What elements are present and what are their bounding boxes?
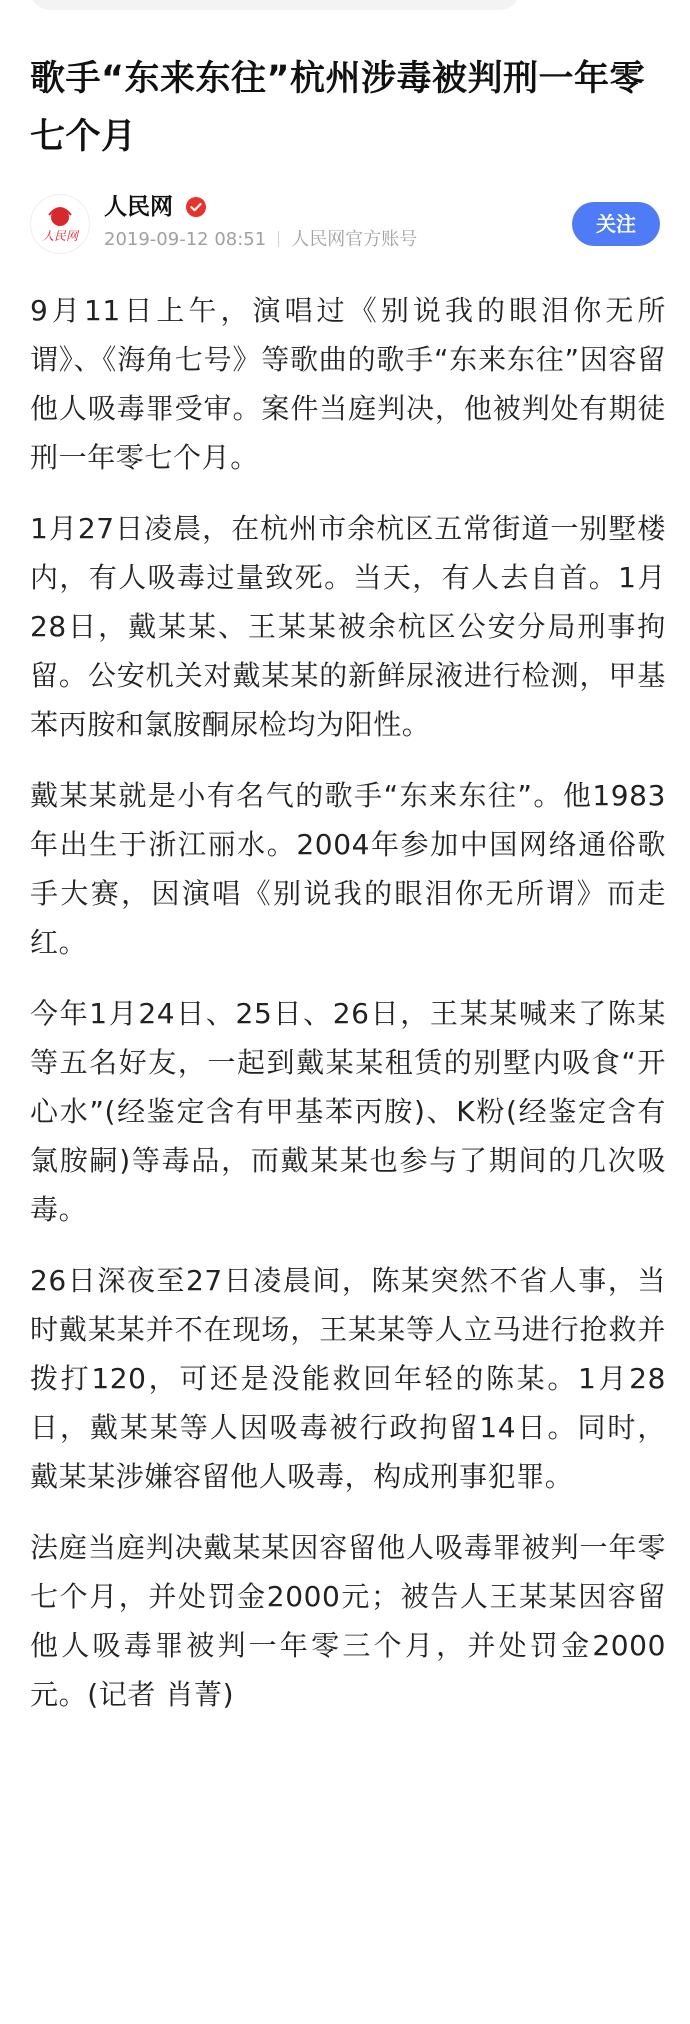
- author-avatar[interactable]: [30, 194, 90, 254]
- top-search-bar-edge[interactable]: [30, 0, 520, 10]
- paragraph-2: 1月27日凌晨，在杭州市余杭区五常街道一别墅楼内，有人吸毒过量致死。当天，有人去自首。1月28日，戴某某、王某某被余杭区公安分局刑事拘留。公安机关对戴某某的新鲜尿液进行检测，甲基苯丙胺和氯胺酮尿检均为阳性。: [30, 512, 666, 741]
- paragraph-4: 今年1月24日、25日、26日，王某某喊来了陈某等五名好友，一起到戴某某租赁的别墅内吸食“开心水”(经鉴定含有甲基苯丙胺)、K粉(经鉴定含有氯胺嗣)等毒品，而戴某某也参与了期间的几次吸毒。: [30, 997, 666, 1226]
- publish-date: 2019-09-12 08:51: [104, 229, 267, 250]
- follow-button[interactable]: 关注: [572, 202, 660, 246]
- meta-divider: [278, 231, 279, 247]
- article-body: [30, 286, 666, 1741]
- paragraph-1: 9月11日上午，演唱过《别说我的眼泪你无所谓》、《海角七号》等歌曲的歌手“东来东往”因容留他人吸毒罪受审。案件当庭判决，他被判处有期徒刑一年零七个月。: [30, 294, 666, 474]
- account-type: 人民网官方账号: [291, 229, 418, 250]
- logo-text: 人民网: [41, 229, 79, 243]
- author-row: [30, 188, 660, 268]
- paragraph-6: 法庭当庭判决戴某某因容留他人吸毒罪被判一年零七个月，并处罚金2000元；被告人王某某因容留他人吸毒罪被判一年零三个月，并处罚金2000元。(记者 肖菁): [30, 1531, 666, 1711]
- article-title: 歌手“东来东往”杭州涉毒被判刑一年零七个月: [30, 59, 646, 157]
- paragraph-3: 戴某某就是小有名气的歌手“东来东往”。他1983年出生于浙江丽水。2004年参加中国网络通俗歌手大赛，因演唱《别说我的眼泪你无所谓》而走红。: [30, 779, 666, 959]
- article-meta: [104, 228, 417, 252]
- paragraph-5: 26日深夜至27日凌晨间，陈某突然不省人事，当时戴某某并不在现场，王某某等人立马进行抢救并拨打120，可还是没能救回年轻的陈某。1月28日，戴某某等人因吸毒被行政拘留14日。同时，戴某某涉嫌容留他人吸毒，构成刑事犯罪。: [30, 1264, 666, 1493]
- author-name[interactable]: 人民网: [104, 194, 173, 220]
- verified-badge-icon: [186, 197, 206, 217]
- people-daily-logo-icon: [31, 195, 89, 253]
